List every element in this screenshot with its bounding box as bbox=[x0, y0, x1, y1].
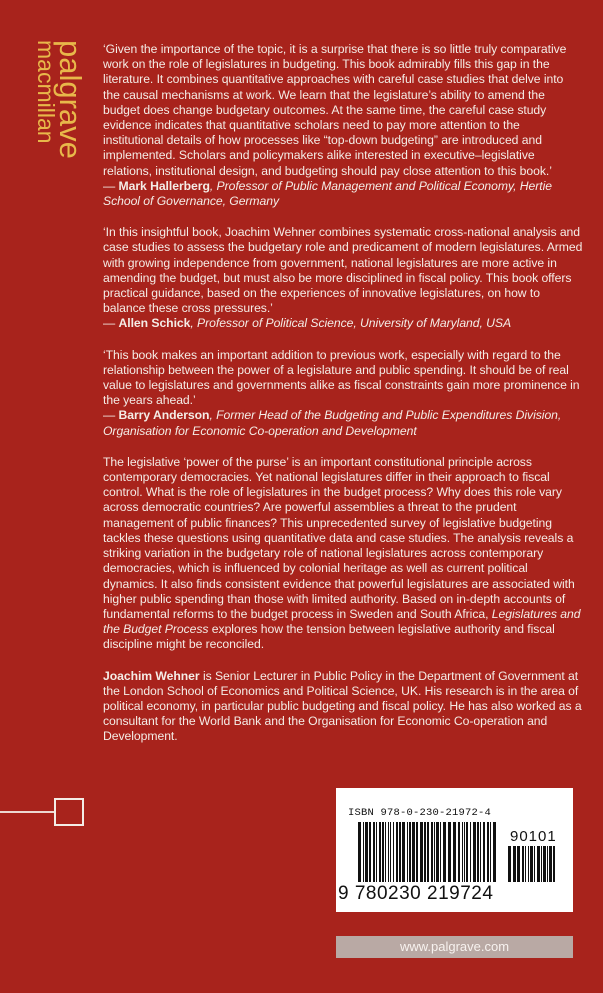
decorative-square-mark bbox=[0, 798, 86, 828]
endorser-title: , Former Head of the Budgeting and Public Expenditures Division, Organisation for Economic Co-operation and Development bbox=[103, 408, 562, 438]
barcode-bar bbox=[409, 822, 411, 882]
barcode-bar bbox=[528, 846, 529, 882]
author-bio-body: is Senior Lecturer in Public Policy in the Department of Government at the London School of Economics and Political Science, UK. His research is in the area of political economy, in particular public budgeting and fiscal policy. He has also worked as a consultant for the World Bank and the Organisation for Economic Co-operation and Development. bbox=[103, 668, 582, 744]
attribution-dash: — bbox=[103, 316, 119, 331]
barcode-bar bbox=[553, 846, 555, 882]
endorsement-attribution bbox=[103, 316, 583, 331]
endorsement-quote: ‘In this insightful book, Joachim Wehner combines systematic cross-national analysis and case studies to assess the budgetary role and predicament of modern legislatures. Armed with growing independence from government, national legislatures are more active in amending the budget, but must also be more disciplined in fiscal policy. This book offers practical guidance, based on the experiences of innovative legislatures, on how to balance these cross pressures.’ bbox=[103, 225, 583, 316]
barcode-bar bbox=[365, 822, 368, 882]
ean-barcode-bars bbox=[358, 822, 498, 882]
decorative-line bbox=[0, 811, 56, 813]
barcode-bar bbox=[517, 846, 520, 882]
endorsement-attribution bbox=[103, 179, 583, 209]
barcode-bar bbox=[436, 822, 439, 882]
addon-barcode-bars bbox=[508, 846, 558, 882]
attribution-dash: — bbox=[103, 408, 119, 423]
barcode-bar bbox=[466, 822, 468, 882]
barcode-bar bbox=[434, 822, 435, 882]
barcode-bar bbox=[493, 822, 496, 882]
barcode-bar bbox=[522, 846, 524, 882]
barcode-bar bbox=[477, 822, 479, 882]
barcode-bar bbox=[464, 822, 465, 882]
endorser-name: Mark Hallerberg bbox=[118, 178, 210, 193]
book-title: Legislatures and the Budget Process bbox=[103, 606, 581, 637]
description-text bbox=[103, 455, 583, 653]
endorsement-quote: ‘This book makes an important addition to previous work, especially with regard to the relationship between the power of a legislature and public spending. It should be of real value to legislatures and governments alike as fiscal constraints gain more prominence in the years ahead.’ bbox=[103, 347, 580, 408]
barcode-bar bbox=[462, 822, 463, 882]
barcode-bar bbox=[407, 822, 408, 882]
barcode-bar bbox=[393, 822, 394, 882]
barcode-bar bbox=[431, 822, 433, 882]
description-part: explores how the tension between legislative authority and fiscal discipline might be reconciled. bbox=[103, 622, 555, 652]
barcode-bar bbox=[513, 846, 516, 882]
barcode-bar bbox=[473, 822, 476, 882]
endorser-title: , Professor of Public Management and Political Economy, Hertie School of Governance, Germany bbox=[103, 178, 553, 209]
publisher-logo bbox=[16, 40, 88, 190]
barcode-bar bbox=[537, 846, 540, 882]
back-cover-text bbox=[103, 42, 583, 761]
price-code: 90101 bbox=[510, 828, 557, 845]
isbn-digits: 9 780230 219724 bbox=[338, 883, 494, 904]
logo-bottom-text: macmillan bbox=[33, 40, 59, 144]
barcode-bar bbox=[358, 822, 361, 882]
barcode-bar bbox=[376, 822, 377, 882]
barcode-bar bbox=[382, 822, 384, 882]
barcode-bar bbox=[508, 846, 511, 882]
barcode-bar bbox=[453, 822, 456, 882]
endorsement-attribution bbox=[103, 408, 583, 438]
logo-top-text: palgrave bbox=[53, 40, 88, 159]
barcode-bar bbox=[369, 822, 371, 882]
barcode-bar bbox=[388, 822, 389, 882]
barcode-bar bbox=[483, 822, 485, 882]
barcode-bar bbox=[534, 846, 535, 882]
barcode-bar bbox=[440, 822, 441, 882]
barcode-bar bbox=[448, 822, 451, 882]
barcode-bar bbox=[427, 822, 429, 882]
endorser-name: Allen Schick bbox=[118, 316, 191, 331]
barcode-bar bbox=[443, 822, 446, 882]
author-name: Joachim Wehner bbox=[103, 668, 200, 683]
barcode-bar bbox=[402, 822, 405, 882]
author-bio-text bbox=[103, 669, 583, 745]
isbn-label: ISBN 978-0-230-21972-4 bbox=[348, 807, 492, 819]
endorsement-3 bbox=[103, 348, 583, 439]
barcode-bar bbox=[549, 846, 552, 882]
barcode-bar bbox=[480, 822, 481, 882]
endorsement-2 bbox=[103, 225, 583, 331]
endorser-name: Barry Anderson bbox=[118, 408, 210, 423]
barcode-bar bbox=[458, 822, 460, 882]
barcode bbox=[336, 788, 573, 912]
barcode-bar bbox=[420, 822, 423, 882]
barcode-bar bbox=[399, 822, 401, 882]
barcode-bar bbox=[525, 846, 526, 882]
barcode-bar bbox=[373, 822, 375, 882]
attribution-dash: — bbox=[103, 178, 119, 193]
barcode-bar bbox=[416, 822, 418, 882]
barcode-bar bbox=[424, 822, 426, 882]
barcode-bar bbox=[396, 822, 398, 882]
barcode-bar bbox=[363, 822, 364, 882]
palgrave-macmillan-logo bbox=[16, 40, 88, 190]
barcode-bar bbox=[541, 846, 542, 882]
barcode-bar bbox=[390, 822, 391, 882]
barcode-bar bbox=[543, 846, 546, 882]
barcode-bar bbox=[385, 822, 386, 882]
barcode-bar bbox=[490, 822, 491, 882]
publisher-website[interactable]: www.palgrave.com bbox=[336, 936, 573, 958]
barcode-bar bbox=[530, 846, 533, 882]
barcode-bar bbox=[547, 846, 548, 882]
description-part: The legislative ‘power of the purse’ is an important constitutional principle across contemporary democracies. Yet national legislatures differ in their approach to fiscal control. What is the role of legislatures in the budget process? Why does this role vary across democratic countries? Are powerful assemblies a threat to the prudent management of public finances? This unprecedented survey of legislative budgeting tackles these questions using quantitative data and case studies. The analysis reveals a striking variation in the budgetary role of national legislatures across contemporary democracies, which is influenced by colonial heritage as well as current political dynamics. It also finds consistent evidence that powerful legislatures are associated with higher public spending than those with limited authority. Based on in-depth accounts of fundamental reforms to the budget process in Sweden and South Africa, bbox=[103, 454, 575, 621]
decorative-square bbox=[54, 798, 84, 826]
endorsement-1 bbox=[103, 42, 583, 209]
barcode-bar bbox=[470, 822, 471, 882]
barcode-bar bbox=[487, 822, 489, 882]
barcode-bar bbox=[412, 822, 415, 882]
barcode-bar bbox=[379, 822, 381, 882]
author-bio bbox=[103, 669, 583, 745]
book-description bbox=[103, 455, 583, 653]
endorser-title: , Professor of Political Science, University of Maryland, USA bbox=[190, 316, 512, 331]
endorsement-quote: ‘Given the importance of the topic, it is a surprise that there is so little truly comparative work on the role of legislatures in budgeting. This book admirably fills this gap in the literature. It combines quantitative approaches with careful case studies that delve into the causal mechanisms at work. We learn that the legislature’s ability to amend the budget does change budgetary outcomes. At the same time, the careful case study evidence indicates that quantitative scholars need to pay more attention to the institutional details of how processes like “top-down budgeting” are introduced and implemented. Scholars and policymakers alike interested in executive–legislative relations, institutional design, and budgeting should pay close attention to this book.’ bbox=[103, 42, 567, 178]
